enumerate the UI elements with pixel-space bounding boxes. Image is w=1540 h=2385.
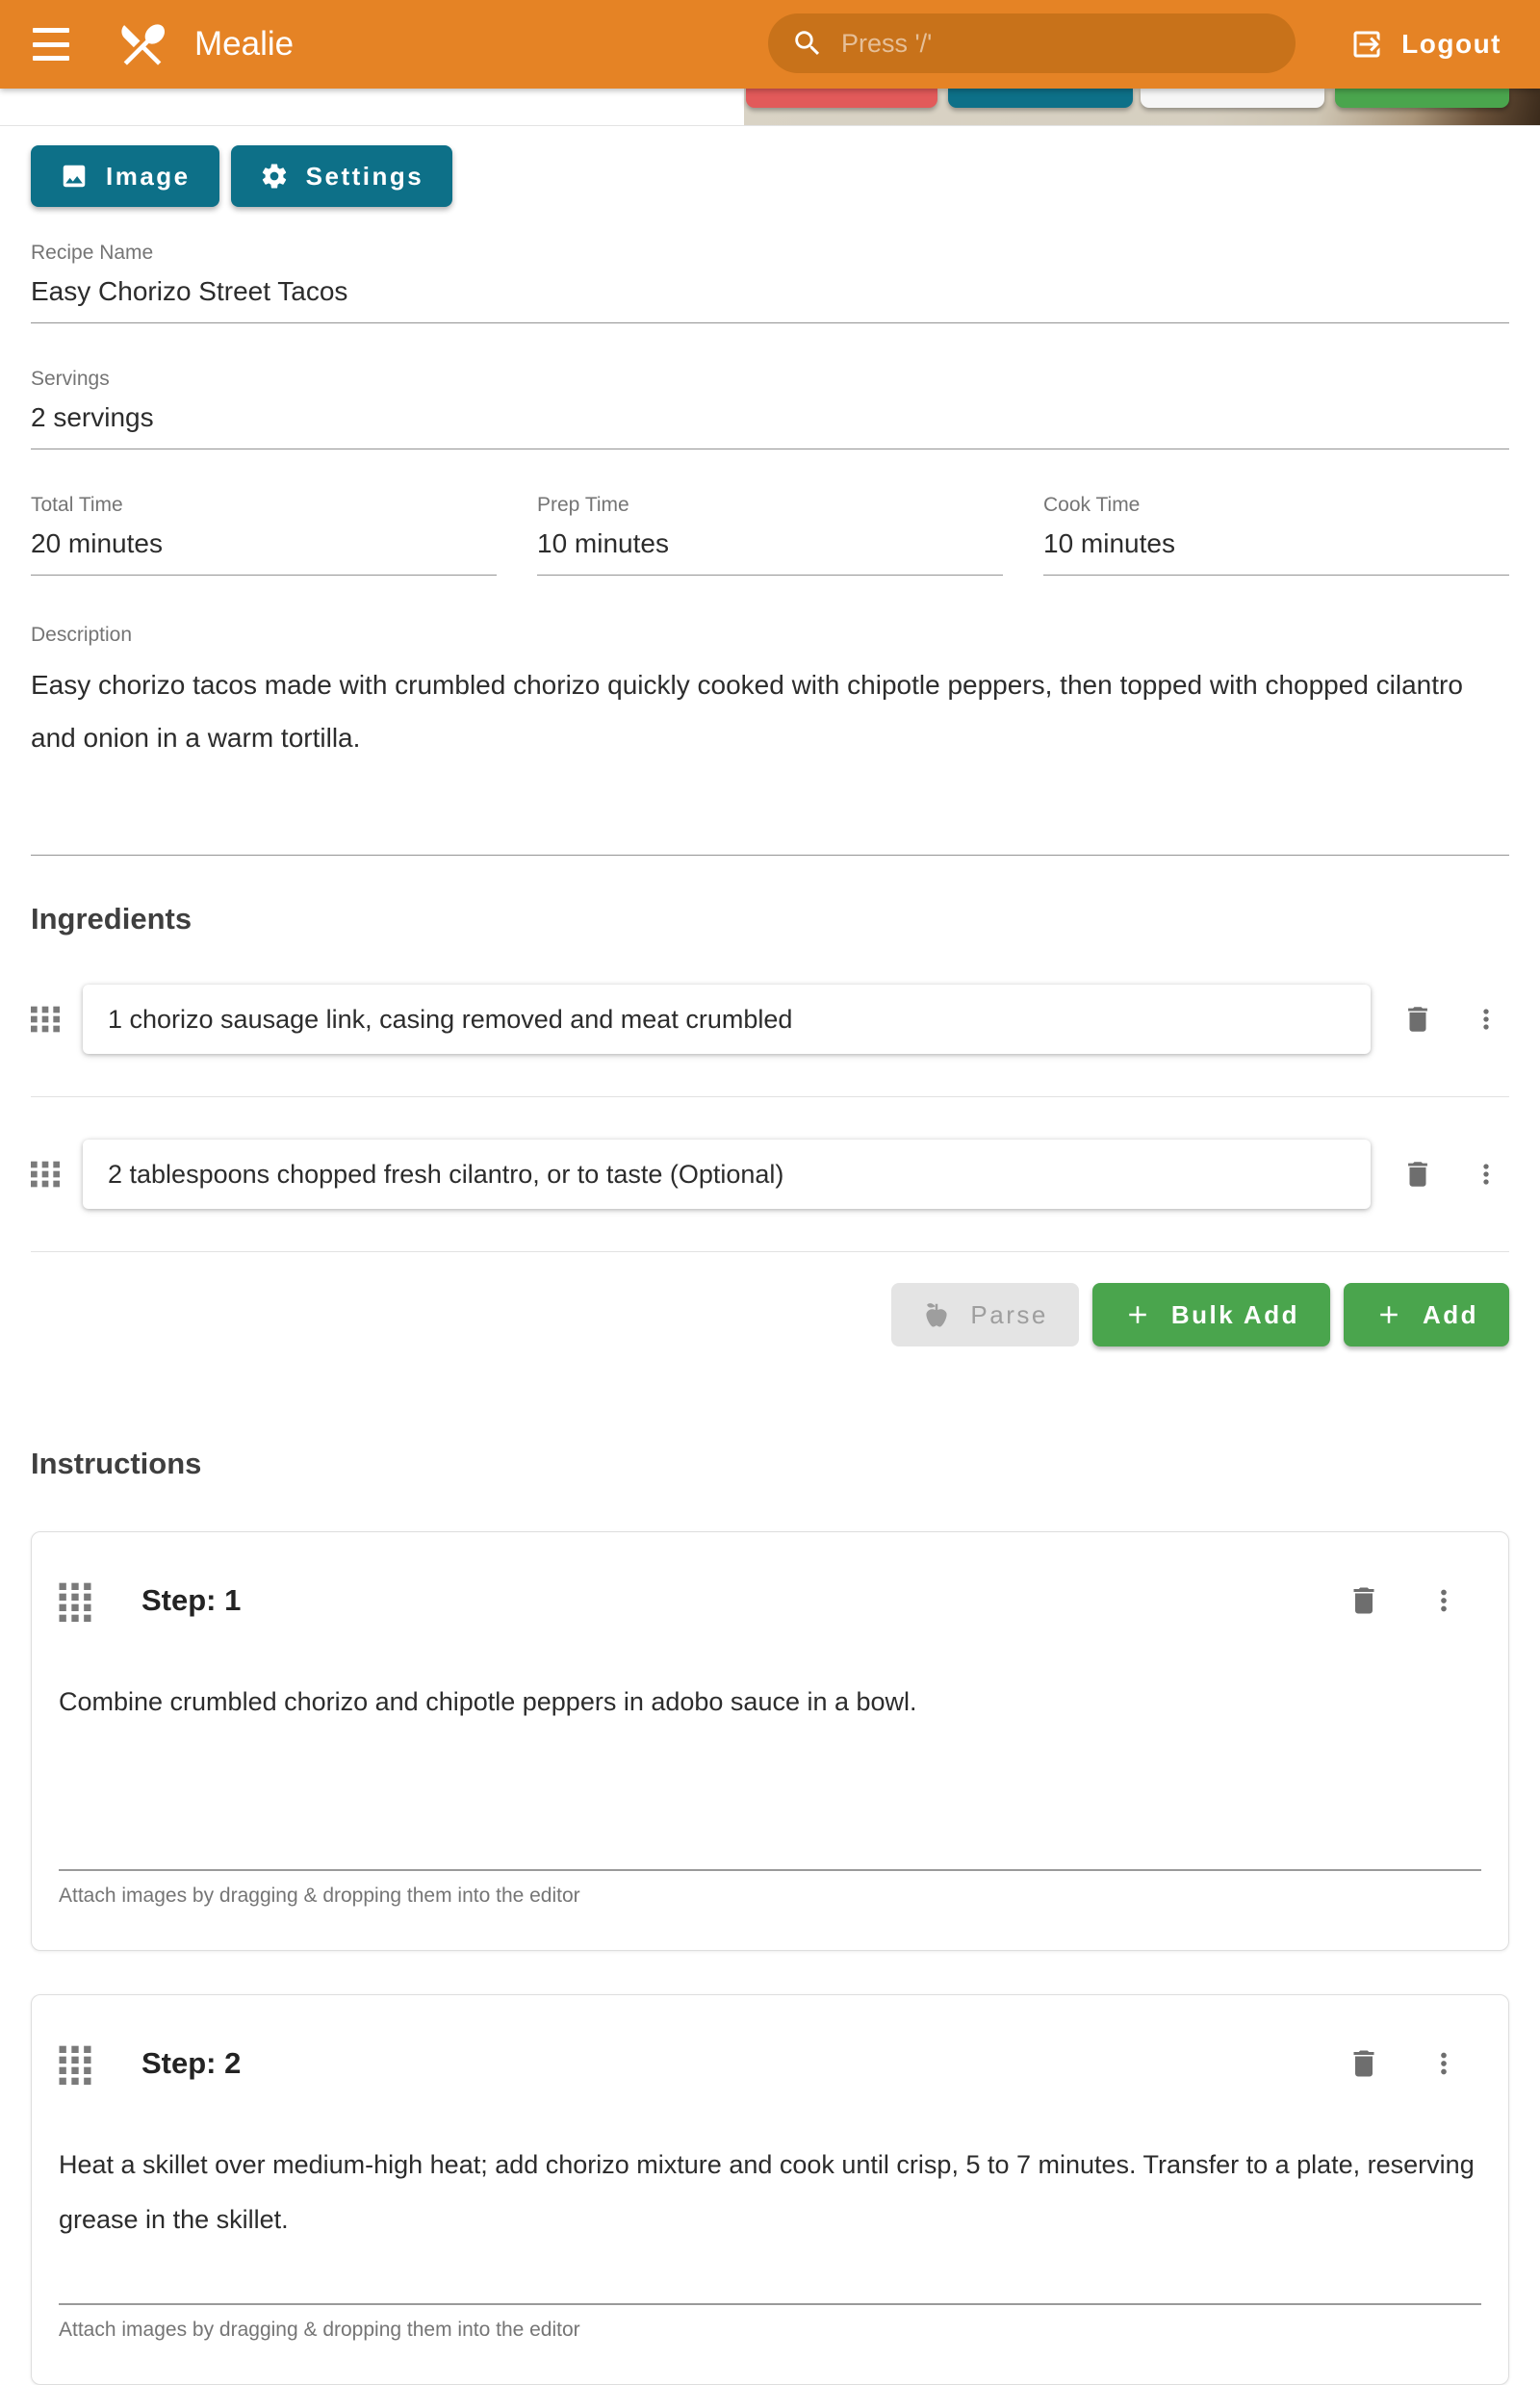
settings-button-label: Settings [305, 161, 424, 191]
instruction-step-card [31, 1531, 1509, 1951]
servings-field-group [31, 368, 1509, 449]
prep-time-label: Prep Time [537, 494, 629, 516]
trash-icon [1347, 2046, 1381, 2081]
attach-images-hint: Attach images by dragging & dropping them into the editor [59, 1885, 580, 1907]
save-recipe-button[interactable] [1335, 89, 1509, 108]
ingredient-divider [31, 1096, 1509, 1097]
menu-icon[interactable] [33, 28, 75, 61]
ingredient-row [31, 1140, 1509, 1209]
add-ingredient-button[interactable] [1344, 1283, 1509, 1346]
step-text-editor[interactable]: Heat a skillet over medium-high heat; add chorizo mixture and cook until crisp, 5 to 7 minutes. Transfer to a plate, reserving grease in the skillet. [59, 2138, 1481, 2305]
trash-icon [1401, 1158, 1434, 1191]
drag-handle-icon[interactable] [59, 2042, 91, 2085]
kebab-icon [1471, 1004, 1502, 1035]
attach-images-hint: Attach images by dragging & dropping them into the editor [59, 2319, 580, 2341]
ingredient-input[interactable]: 1 chorizo sausage link, casing removed and meat crumbled [83, 985, 1371, 1054]
delete-recipe-button[interactable] [746, 89, 937, 108]
settings-button[interactable] [231, 145, 453, 207]
ingredient-menu-button[interactable] [1471, 1159, 1502, 1190]
recipe-name-field-group [31, 242, 1509, 323]
add-button-label: Add [1422, 1299, 1478, 1329]
bulk-add-button-label: Bulk Add [1170, 1299, 1299, 1329]
delete-step-button[interactable] [1347, 2046, 1381, 2081]
kebab-icon [1471, 1159, 1502, 1190]
servings-label: Servings [31, 368, 110, 390]
apple-icon [922, 1300, 951, 1329]
instruction-step-card [31, 1994, 1509, 2385]
cook-time-input[interactable]: 10 minutes [1043, 528, 1509, 576]
servings-input[interactable]: 2 servings [31, 402, 1509, 449]
search-input[interactable] [768, 13, 1296, 73]
logout-label: Logout [1401, 29, 1502, 59]
ingredient-menu-button[interactable] [1471, 1004, 1502, 1035]
description-field-group [31, 624, 1509, 856]
app-title: Mealie [194, 25, 295, 63]
app-header [0, 0, 1540, 89]
parse-button-label: Parse [970, 1299, 1048, 1329]
instructions-heading: Instructions [31, 1447, 202, 1480]
ingredient-divider [31, 1251, 1509, 1252]
image-button-label: Image [106, 161, 191, 191]
logout-icon [1349, 27, 1384, 62]
delete-ingredient-button[interactable] [1401, 1003, 1434, 1036]
step-text-editor[interactable]: Combine crumbled chorizo and chipotle peppers in adobo sauce in a bowl. [59, 1675, 1481, 1871]
logout-button[interactable] [1344, 0, 1507, 89]
bulk-add-button[interactable] [1092, 1283, 1330, 1346]
total-time-label: Total Time [31, 494, 123, 516]
step-title: Step: 1 [141, 1583, 242, 1617]
description-input[interactable]: Easy chorizo tacos made with crumbled chorizo quickly cooked with chipotle peppers, then topped with chopped cilantro and onion in a warm tortilla. [31, 658, 1509, 856]
kebab-icon [1427, 2047, 1460, 2080]
delete-ingredient-button[interactable] [1401, 1158, 1434, 1191]
cook-time-label: Cook Time [1043, 494, 1141, 516]
ingredient-row [31, 985, 1509, 1054]
description-label: Description [31, 624, 133, 646]
recipe-name-input[interactable]: Easy Chorizo Street Tacos [31, 276, 1509, 323]
ingredient-input[interactable]: 2 tablespoons chopped fresh cilantro, or to taste (Optional) [83, 1140, 1371, 1209]
close-edit-button[interactable] [1141, 89, 1324, 108]
parse-button[interactable] [891, 1283, 1078, 1346]
search-icon [791, 27, 824, 60]
prep-time-input[interactable]: 10 minutes [537, 528, 1003, 576]
prep-time-field-group [537, 494, 1003, 576]
plus-icon [1123, 1300, 1152, 1329]
app-logo [116, 17, 169, 71]
ingredients-heading: Ingredients [31, 902, 192, 936]
search-placeholder: Press '/' [841, 28, 933, 58]
trash-icon [1401, 1003, 1434, 1036]
drag-handle-icon[interactable] [31, 1000, 60, 1039]
drag-handle-icon[interactable] [31, 1155, 60, 1193]
step-menu-button[interactable] [1427, 1584, 1460, 1617]
cook-time-field-group [1043, 494, 1509, 576]
json-edit-button[interactable] [948, 89, 1133, 108]
image-button[interactable] [31, 145, 219, 207]
ingredient-actions [31, 1283, 1509, 1346]
plus-icon [1374, 1300, 1403, 1329]
times-row [31, 494, 1509, 576]
step-menu-button[interactable] [1427, 2047, 1460, 2080]
recipe-edit-form [0, 145, 1540, 2385]
step-header [59, 2028, 1481, 2099]
kebab-icon [1427, 1584, 1460, 1617]
step-title: Step: 2 [141, 2046, 242, 2080]
gear-icon [260, 162, 289, 191]
trash-icon [1347, 1583, 1381, 1618]
drag-handle-icon[interactable] [59, 1579, 91, 1622]
total-time-field-group [31, 494, 497, 576]
image-icon [60, 162, 89, 191]
silverware-icon [116, 17, 169, 71]
recipe-photo-strip [0, 89, 1540, 126]
recipe-name-label: Recipe Name [31, 242, 154, 264]
step-header [59, 1565, 1481, 1636]
total-time-input[interactable]: 20 minutes [31, 528, 497, 576]
edit-toolbar [31, 145, 1509, 207]
delete-step-button[interactable] [1347, 1583, 1381, 1618]
